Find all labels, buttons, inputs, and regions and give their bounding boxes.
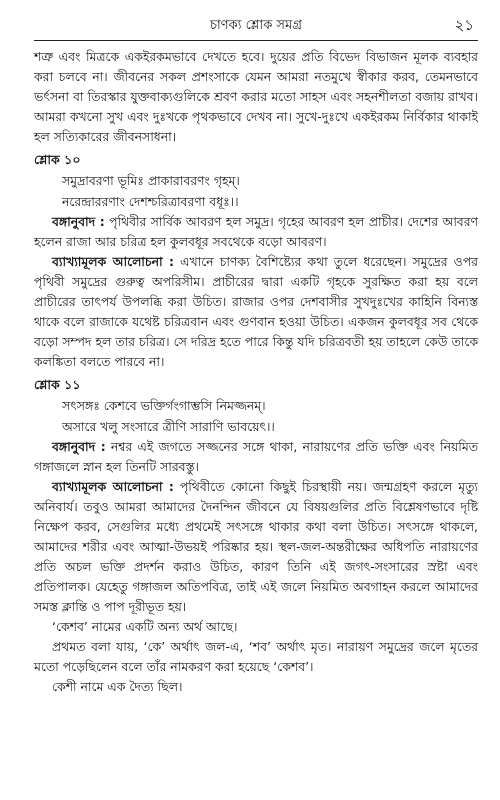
sloka-10-line-2: নরেন্দ্রাররণাং দেশশ্চরিত্রাবরণা বধূঃ।। [62,194,239,209]
sloka-11-translation [34,437,478,477]
sloka-11-commentary [34,477,478,617]
header-rule [34,40,478,41]
sloka-10-commentary [34,252,478,372]
sloka-11-line-1: সৎসঙ্গঃ কেশবে ভক্তির্গংগাম্ভসি নিমজ্জনম্। [62,398,266,413]
page-number: ২১ [454,16,474,34]
sloka-10-translation [34,212,478,252]
translation-label: বঙ্গানুবাদ : [52,214,105,229]
commentary-label: ব্যাখ্যামূলক আলোচনা : [52,479,174,494]
running-header [34,14,478,38]
commentary-text: এখানে চাণক্য বৈশিষ্ট্যের কথা তুলে ধরেছেন। সমুদ্রের ওপর পৃথিবী সমুদ্রের গুরুত্ব অপরিসীম। প্রাচীরের দ্বারা একটি গৃহকে সুরক্ষিত করা হয় বলে প্রাচীরের তাৎপর্য উপলব্ধি করা উচিত। রাজার ওপর দেশবাসীর সুখদুঃখের কাহিনি বিন্যস্ত থাকে বলে রাজাকে যথেষ্ট চরিত্রবান এবং গুণবান হওয়া উচিত। একজন কুলবধূর সব থেকে বড়ো সম্পদ হল তার চরিত্র। সে দরিদ্র হতে পারে কিন্তু যদি চরিত্রবতী হয় তাহলে কেউ তাকে কলঙ্কিতা বলতে পারবে না। [34,254,478,369]
sloka-11-line-2: অসারে খলু সংসারে ত্রীণি সারাণি ভাবয়েৎ।। [62,419,275,434]
translation-text: পৃথিবীর সার্বিক আবরণ হল সমুদ্র। গৃহের আবরণ হল প্রাচীর। দেশের আবরণ হলেন রাজা আর চরিত্র হল কুলবধূর সবথেকে বড়ো আবরণ। [34,214,479,249]
translation-label: বঙ্গানুবাদ : [52,439,106,454]
meaning-paragraph: প্রথমত বলা যায়, ‘কে’ অর্থাৎ জল-এ, ‘শব’ অর্থাৎ মৃত। নারায়ণ সমুদ্রের জলে মৃতের মতো পড়েছিলেন বলে তাঁর নামকরণ করা হয়েছে ‘কেশব’। [34,639,478,674]
sloka-10-heading: শ্লোক ১০ [34,152,81,167]
sloka-11-heading: শ্লোক ১১ [34,377,81,392]
sloka-10-line-1: সমুদ্রাবরণা ভূমিঃ প্রাকারাবরণং গৃহম্। [62,173,240,188]
keshab-paragraph: ‘কেশব’ নামের একটি অন্য অর্থ আছে। [52,619,238,634]
commentary-label: ব্যাখ্যামূলক আলোচনা : [52,254,174,269]
last-paragraph: কেশী নামে এক দৈত্য ছিল। [52,679,183,694]
intro-paragraph: শত্রু এবং মিত্রকে একইরকমভাবে দেখতে হবে। দুয়ের প্রতি বিভেদ বিভাজন মূলক ব্যবহার করা চলবে না। জীবনের সকল প্রশংসাকে যেমন আমরা নতমুখে স্বীকার করব, তেমনভাবে ভর্ৎসনা বা তিরস্কার যুক্তবাক্যগুলিকে শ্রবণ করার মতো সাহস এবং সহনশীলতা বজায় রাখব। আমরা কখনো সুখ এবং দুঃখকে পৃথকভাবে দেখব না। সুখে-দুঃখে একইরকম নির্বিকার থাকাই হল সত্যিকারের জীবনসাধনা। [34,49,478,144]
header-title: চাণক্য শ্লোক সমগ্র [210,18,302,33]
commentary-text: পৃথিবীতে কোনো কিছুই চিরস্থায়ী নয়। জন্মগ্রহণ করলে মৃত্যু অনিবার্য। তবুও আমরা আমাদের দৈনন্দিন জীবনে যে বিষয়গুলির প্রতি বিশ্লেষণভাবে দৃষ্টি নিক্ষেপ করব, সেগুলির মধ্যে প্রথমেই সৎসঙ্গে থাকার কথা বলা উচিত। সৎসঙ্গে থাকলে, আমাদের শরীর এবং আত্মা-উভয়ই পরিষ্কার হয়। স্থল-জল-অন্তরীক্ষের অধিপতি নারায়ণের প্রতি অচল ভক্তি প্রদর্শন করাও উচিত, কারণ তিনি এই জগৎ-সংসারের স্রষ্টা এবং প্রতিপালক। যেহেতু গঙ্গাজল অতিপবিত্র, তাই এই জলে নিয়মিত অবগাহন করলে আমাদের সমস্ত ক্লান্তি ও পাপ দূরীভূত হয়। [34,479,479,614]
translation-text: নশ্বর এই জগতে সজ্জনের সঙ্গে থাকা, নারায়ণের প্রতি ভক্তি এবং নিয়মিত গঙ্গাজলে স্নান হল তিনটি সারবস্তু। [34,439,478,474]
